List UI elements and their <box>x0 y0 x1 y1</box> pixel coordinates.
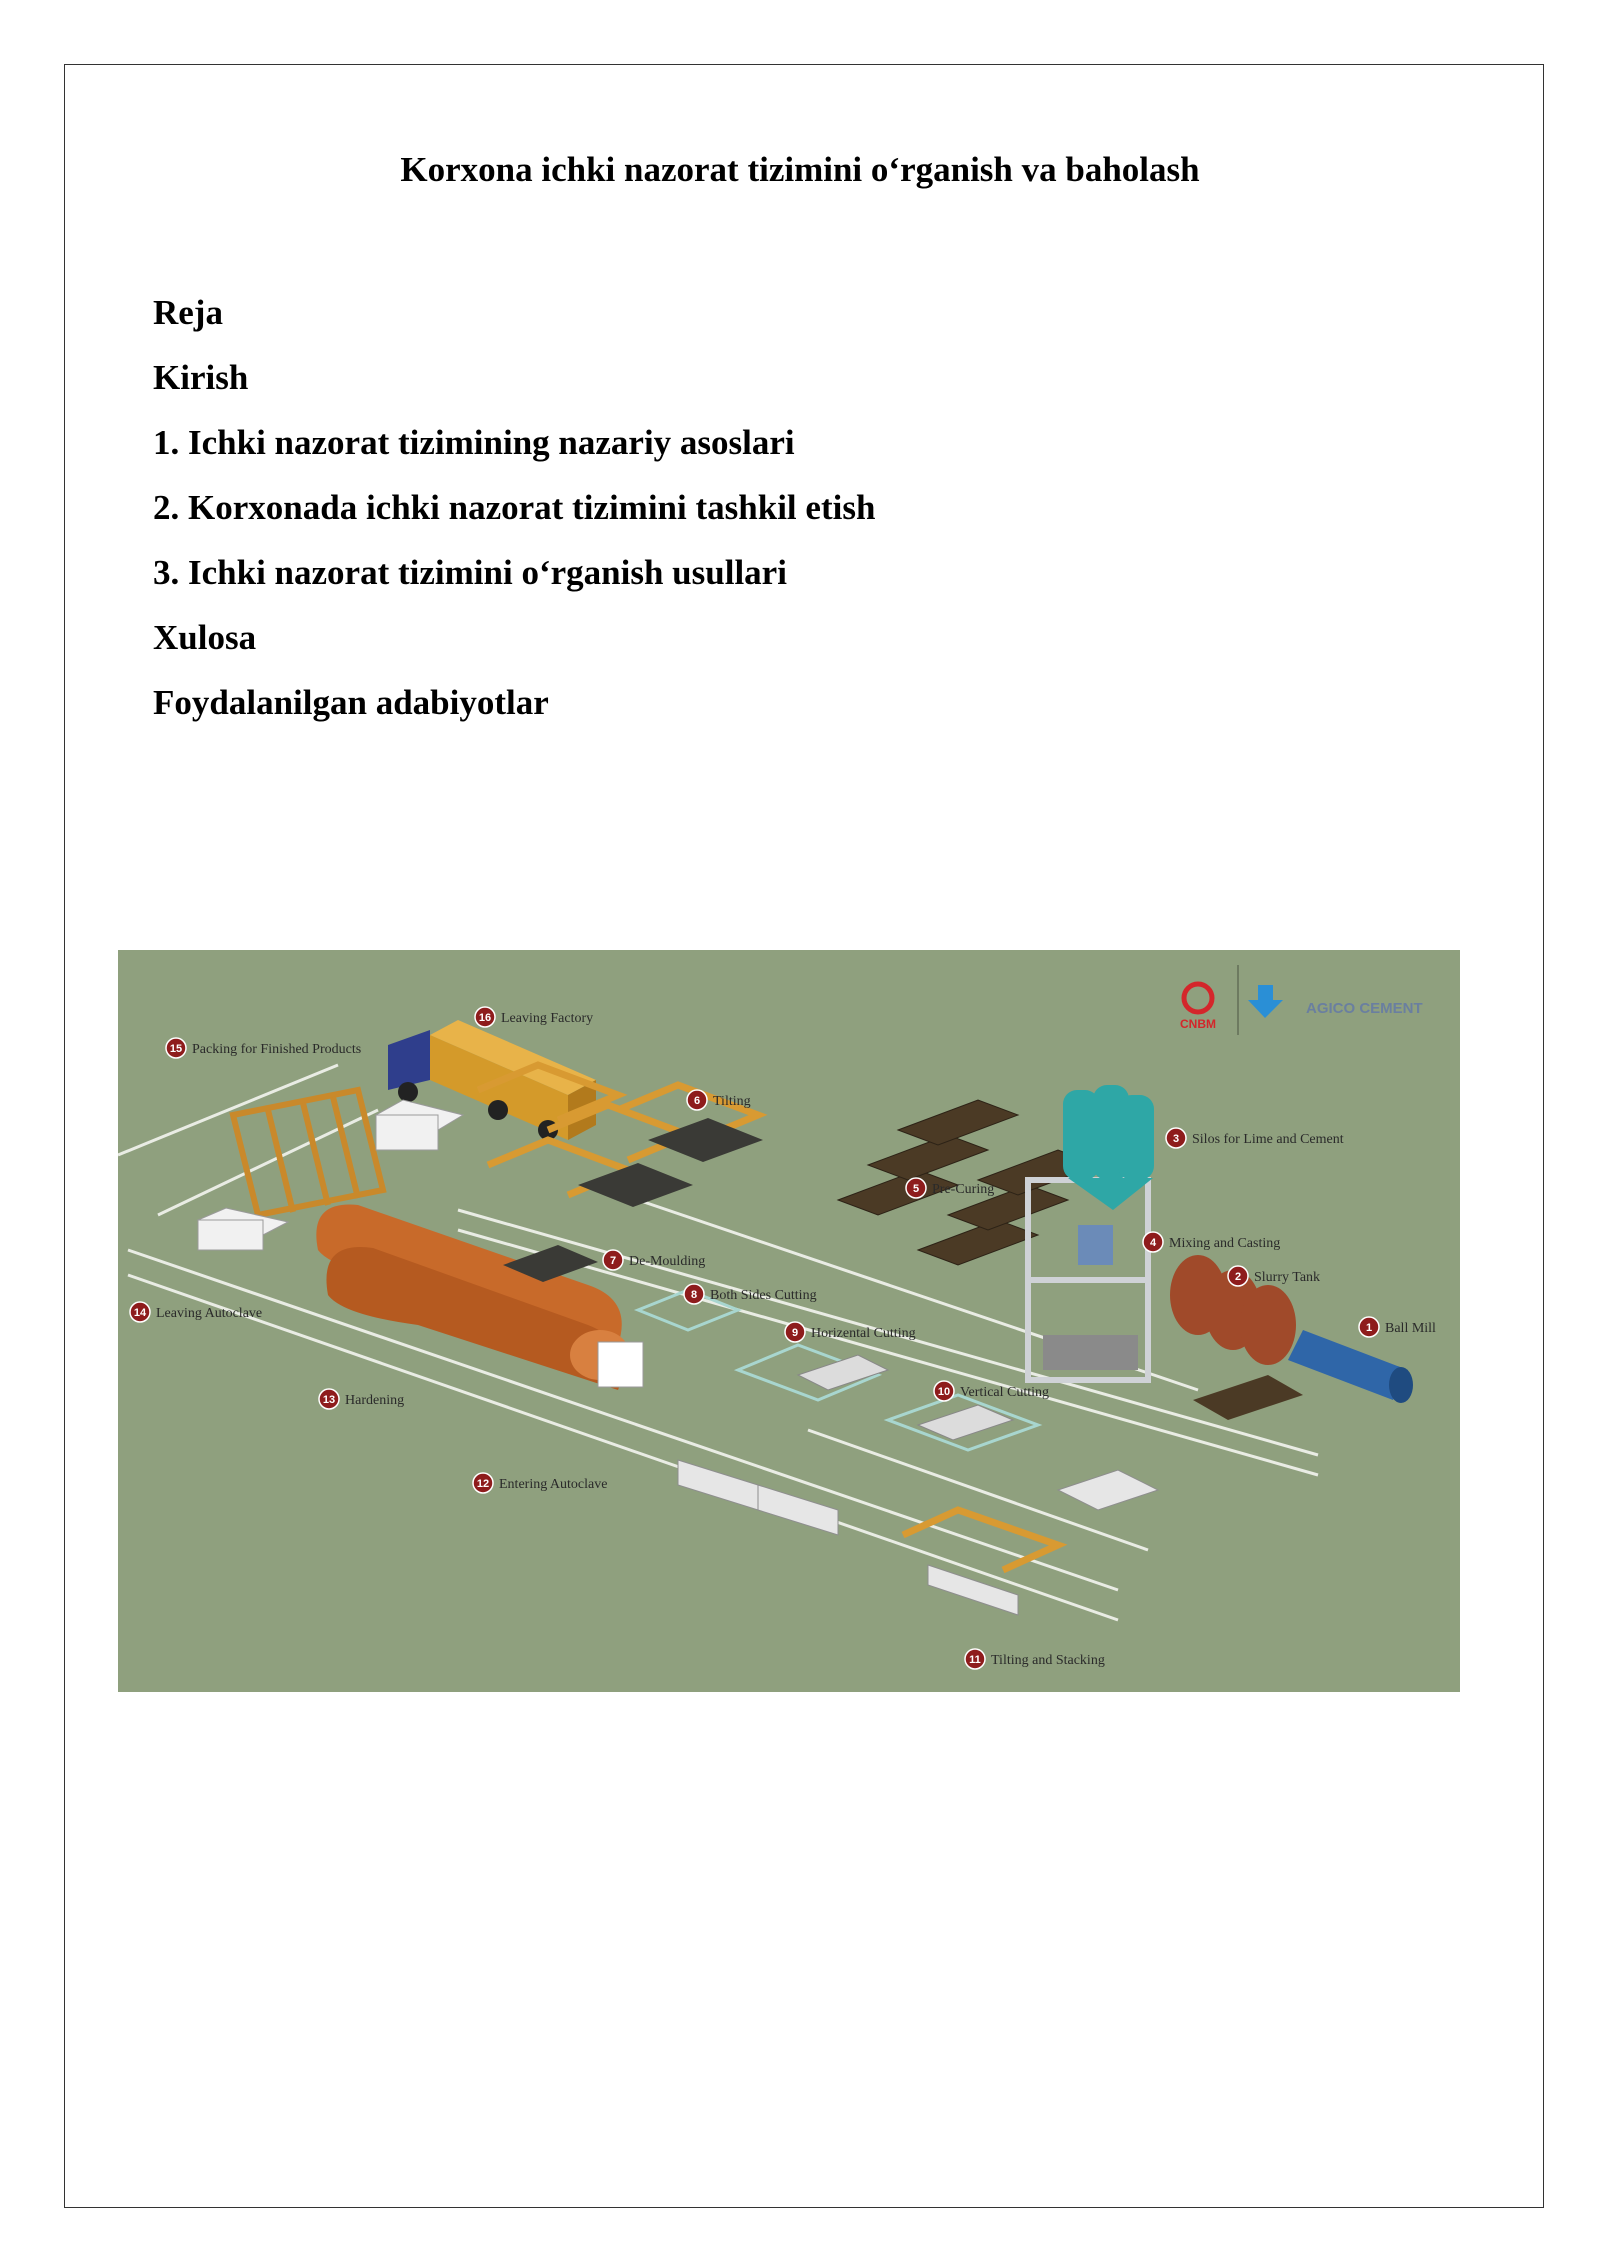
step-label: Tilting <box>713 1094 751 1109</box>
step-label: Slurry Tank <box>1254 1270 1321 1285</box>
step-label: Tilting and Stacking <box>991 1653 1105 1668</box>
step-number: 2 <box>1234 1271 1242 1283</box>
step-number: 6 <box>693 1095 701 1107</box>
step-label: De-Moulding <box>629 1254 706 1269</box>
document-title: Korxona ichki nazorat tizimini o‘rganish va baholash <box>400 150 1200 189</box>
outline-item-xulosa: Xulosa <box>153 618 257 657</box>
step-label: Vertical Cutting <box>960 1385 1050 1400</box>
step-label: Mixing and Casting <box>1169 1236 1281 1251</box>
step-number: 4 <box>1149 1237 1157 1249</box>
agico-logo-text: AGICO CEMENT <box>1306 1000 1423 1017</box>
step-label: Leaving Factory <box>501 1011 594 1026</box>
step-label: Both Sides Cutting <box>710 1288 817 1303</box>
outline-item-3: 3. Ichki nazorat tizimini o‘rganish usullari <box>153 553 787 592</box>
step-label: Ball Mill <box>1385 1321 1436 1336</box>
table-of-contents <box>153 280 875 735</box>
step-number: 10 <box>937 1386 951 1398</box>
step-number: 15 <box>169 1043 183 1055</box>
step-label: Hardening <box>345 1393 405 1408</box>
step-number: 1 <box>1365 1322 1373 1334</box>
step-label: Horizental Cutting <box>811 1326 916 1341</box>
step-label: Packing for Finished Products <box>192 1042 362 1057</box>
step-number: 5 <box>912 1183 920 1195</box>
step-label: Silos for Lime and Cement <box>1192 1132 1344 1147</box>
step-number: 8 <box>690 1289 698 1301</box>
step-number: 12 <box>476 1478 490 1490</box>
cnbm-logo-text: CNBM <box>1180 1017 1216 1031</box>
production-line-figure <box>118 950 1460 1692</box>
step-number: 14 <box>133 1307 147 1319</box>
step-label: Pre-Curing <box>932 1182 995 1197</box>
step-number: 13 <box>322 1394 336 1406</box>
outline-item-2: 2. Korxonada ichki nazorat tizimini tashkil etish <box>153 488 876 527</box>
outline-item-1: 1. Ichki nazorat tizimining nazariy asoslari <box>153 423 795 462</box>
step-label: Leaving Autoclave <box>156 1306 263 1321</box>
step-number: 3 <box>1172 1133 1180 1145</box>
step-number: 7 <box>609 1255 617 1267</box>
step-number: 11 <box>969 1654 981 1666</box>
outline-item-kirish: Kirish <box>153 358 249 397</box>
production-line-illustration <box>118 950 1460 1692</box>
outline-heading-reja: Reja <box>153 293 223 332</box>
step-number: 9 <box>791 1327 799 1339</box>
step-number: 16 <box>478 1012 492 1024</box>
step-label: Entering Autoclave <box>499 1477 608 1492</box>
outline-item-adabiyotlar: Foydalanilgan adabiyotlar <box>153 683 549 722</box>
